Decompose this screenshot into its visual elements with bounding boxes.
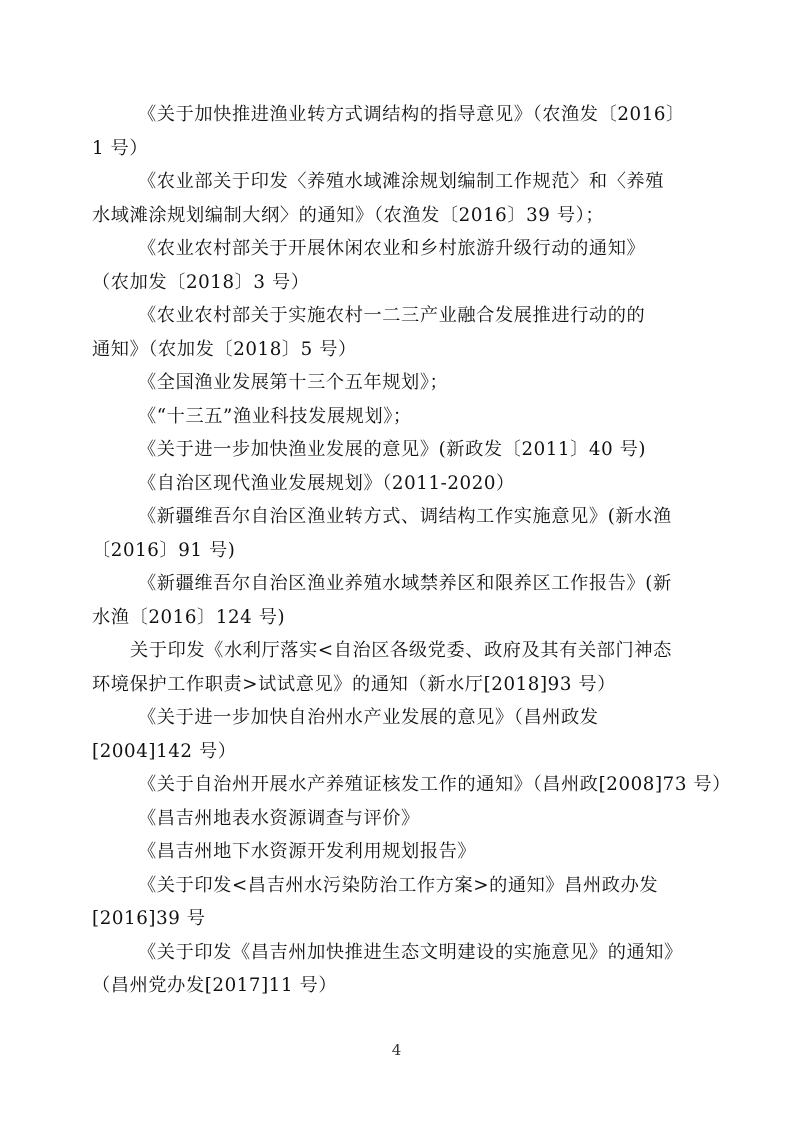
reference-line: 〔2016〕91 号) bbox=[92, 539, 236, 561]
reference-line: 《新疆维吾尔自治区渔业养殖水域禁养区和限养区工作报告》(新 bbox=[138, 573, 672, 594]
reference-line: [2016]39 号 bbox=[92, 908, 206, 929]
reference-line: 《关于加快推进渔业转方式调结构的指导意见》（农渔发〔2016〕 bbox=[138, 104, 685, 125]
page-number: 4 bbox=[391, 1041, 402, 1059]
reference-line: 《关于印发《昌吉州加快推进生态文明建设的实施意见》的通知》 bbox=[138, 941, 683, 963]
reference-line: 通知》（农加发〔2018〕5 号） bbox=[92, 338, 357, 360]
reference-line: 《昌吉州地表水资源调查与评价》 bbox=[138, 807, 420, 829]
reference-line: 《农业农村部关于开展休闲农业和乡村旅游升级行动的通知》 bbox=[138, 238, 646, 259]
reference-line: [2004]142 号） bbox=[92, 740, 237, 762]
reference-line: 《农业农村部关于实施农村一二三产业融合发展推进行动的的 bbox=[138, 305, 646, 326]
reference-line: 《自治区现代渔业发展规划》（2011-2020） bbox=[138, 472, 515, 494]
reference-line: 1 号） bbox=[92, 137, 149, 159]
reference-line: 水渔〔2016〕124 号) bbox=[92, 606, 286, 628]
reference-line: 《“十三五”渔业科技发展规划》； bbox=[138, 405, 412, 427]
reference-line: （农加发〔2018〕3 号） bbox=[92, 271, 310, 293]
reference-line: 《关于印发<昌吉州水污染防治工作方案>的通知》昌州政办发 bbox=[138, 874, 659, 896]
reference-line: 水域滩涂规划编制大纲〉的通知》（农渔发〔2016〕39 号）； bbox=[92, 204, 605, 226]
reference-line: 《全国渔业发展第十三个五年规划》； bbox=[138, 372, 449, 393]
reference-line: 《农业部关于印发〈养殖水域滩涂规划编制工作规范〉和〈养殖 bbox=[138, 171, 665, 192]
reference-line: 《新疆维吾尔自治区渔业转方式、调结构工作实施意见》(新水渔 bbox=[138, 506, 672, 527]
reference-list bbox=[92, 98, 731, 1003]
reference-line: 《关于进一步加快渔业发展的意见》(新政发〔2011〕40 号) bbox=[138, 439, 647, 460]
reference-line: 《关于自治州开展水产养殖证核发工作的通知》（昌州政[2008]73 号） bbox=[138, 774, 731, 795]
reference-line: 关于印发《水利厅落实<自治区各级党委、政府及其有关部门神态 bbox=[130, 640, 672, 661]
reference-line: （昌州党办发[2017]11 号） bbox=[92, 975, 338, 996]
reference-line: 《昌吉州地下水资源开发利用规划报告》 bbox=[138, 841, 477, 862]
reference-line: 环境保护工作职责>试试意见》的通知（新水厅[2018]93 号） bbox=[92, 673, 616, 695]
reference-line: 《关于进一步加快自治州水产业发展的意见》（昌州政发 bbox=[138, 707, 599, 728]
